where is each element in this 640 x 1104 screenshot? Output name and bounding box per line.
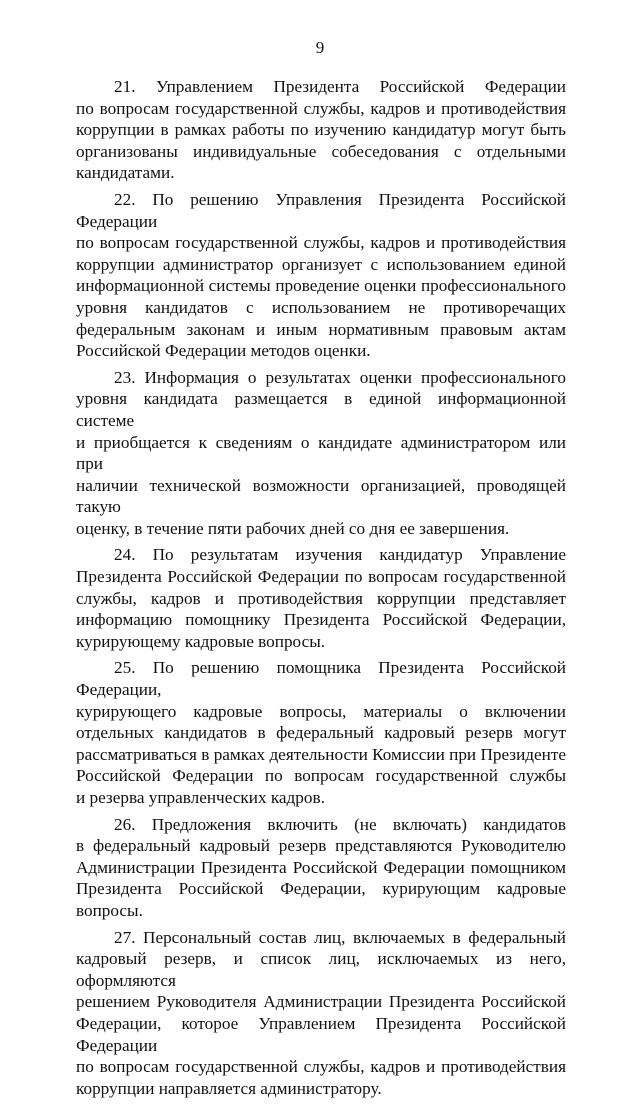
text-line: по вопросам государственной службы, кадров и противодействия bbox=[76, 98, 566, 118]
text-line: Администрации Президента Российской Федерации помощником bbox=[76, 857, 566, 877]
text-line: рассматриваться в рамках деятельности Комиссии при Президенте bbox=[76, 744, 566, 764]
text-line: кандидатами. bbox=[76, 163, 175, 183]
text-line: коррупции в рамках работы по изучению кандидатур могут быть bbox=[76, 120, 566, 140]
text-line: коррупции направляется администратору. bbox=[76, 1078, 382, 1098]
text-line: по вопросам государственной службы, кадров и противодействия bbox=[76, 233, 566, 253]
paragraph-25 bbox=[76, 657, 566, 808]
text-line: курирующему кадровые вопросы. bbox=[76, 631, 326, 651]
text-line: наличии технической возможности организацией, проводящей такую bbox=[76, 475, 566, 517]
text-line: Российской Федерации по вопросам государственной службы bbox=[76, 766, 566, 786]
paragraph-24 bbox=[76, 544, 566, 652]
text-line: 21. Управлением Президента Российской Федерации bbox=[114, 77, 566, 96]
paragraph-27 bbox=[76, 927, 566, 1100]
text-line: 25. По решению помощника Президента Российской Федерации, bbox=[76, 658, 566, 700]
text-line: 23. Информация о результатах оценки профессионального bbox=[114, 367, 566, 387]
paragraph-21 bbox=[76, 76, 566, 184]
text-line: 24. По результатам изучения кандидатур Управление bbox=[114, 545, 566, 565]
text-line: службы, кадров и противодействия коррупции представляет bbox=[76, 588, 566, 608]
text-line: и приобщается к сведениям о кандидате администратором или при bbox=[76, 432, 566, 474]
text-line: организованы индивидуальные собеседования с отдельными bbox=[76, 141, 566, 161]
text-line: информацию помощнику Президента Российской Федерации, bbox=[76, 610, 566, 630]
text-line: Президента Российской Федерации, курирующим кадровые вопросы. bbox=[76, 879, 566, 920]
text-line: информационной системы проведение оценки профессионального bbox=[76, 276, 566, 296]
text-line: 27. Персональный состав лиц, включаемых в федеральный bbox=[114, 927, 566, 947]
text-line: отдельных кандидатов в федеральный кадровый резерв могут bbox=[76, 723, 566, 743]
text-line: курирующего кадровые вопросы, материалы о включении bbox=[76, 701, 566, 721]
text-line: 26. Предложения включить (не включать) кандидатов bbox=[114, 814, 566, 834]
text-line: уровня кандидатов с использованием не противоречащих bbox=[76, 297, 566, 317]
page-number: 9 bbox=[315, 38, 325, 57]
text-line: в федеральный кадровый резерв представляются Руководителю bbox=[76, 836, 566, 856]
text-line: Федерации, которое Управлением Президента Российской Федерации bbox=[76, 1013, 566, 1055]
text-line: уровня кандидата размещается в единой информационной системе bbox=[76, 389, 566, 430]
text-line: федеральным законам и иным нормативным правовым актам bbox=[76, 319, 566, 339]
paragraph-26 bbox=[76, 814, 566, 922]
text-line: Российской Федерации методов оценки. bbox=[76, 341, 371, 361]
text-line: Президента Российской Федерации по вопросам государственной bbox=[76, 567, 566, 587]
text-line: кадровый резерв, и список лиц, исключаемых из него, оформляются bbox=[76, 949, 566, 990]
text-line: 22. По решению Управления Президента Российской Федерации bbox=[76, 189, 566, 231]
paragraph-23 bbox=[76, 367, 566, 540]
document-body bbox=[76, 76, 566, 1104]
text-line: и резерва управленческих кадров. bbox=[76, 788, 325, 807]
text-line: коррупции администратор организует с использованием единой bbox=[76, 254, 566, 274]
text-line: оценку, в течение пяти рабочих дней со дня ее завершения. bbox=[76, 518, 510, 538]
paragraph-22 bbox=[76, 189, 566, 362]
text-line: по вопросам государственной службы, кадров и противодействия bbox=[76, 1057, 566, 1077]
text-line: решением Руководителя Администрации Президента Российской bbox=[76, 992, 566, 1012]
